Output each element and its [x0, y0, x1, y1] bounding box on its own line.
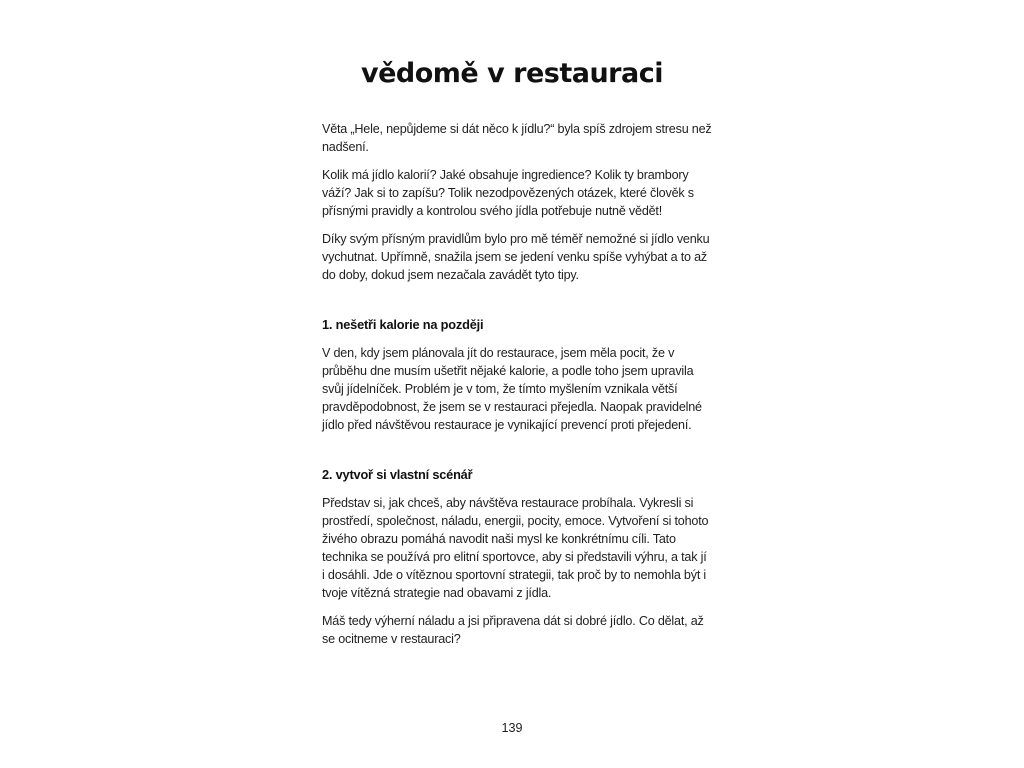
- section-2-heading: 2. vytvoř si vlastní scénář: [322, 467, 473, 482]
- page-title: vědomě v restauraci: [361, 58, 663, 89]
- intro-paragraph-2: Kolik má jídlo kalorií? Jaké obsahuje ingredience? Kolik ty brambory váží? Jak si to zapíšu? Tolik nezodpovězených otázek, které člověk s přísnými pravidly a kontrolou svého jídla potřebuje nutně vědět!: [322, 168, 694, 218]
- section-1-heading: 1. nešetři kalorie na později: [322, 317, 484, 332]
- section-2-paragraph-2: Máš tedy výherní náladu a jsi připravena dát si dobré jídlo. Co dělat, až se ocitneme v restauraci?: [322, 614, 704, 646]
- intro-paragraph-3: Díky svým přísným pravidlům bylo pro mě téměř nemožné si jídlo venku vychutnat. Upřímně, snažila jsem se jedení venku spíše vyhýbat a to až do doby, dokud jsem nezačala zavádět tyto tipy.: [322, 232, 710, 282]
- page-content: [322, 120, 712, 658]
- intro-paragraph-1: Věta „Hele, nepůjdeme si dát něco k jídlu?“ byla spíš zdrojem stresu než nadšení.: [322, 122, 712, 154]
- page-number: 139: [501, 721, 523, 735]
- section-1-paragraph: V den, kdy jsem plánovala jít do restaurace, jsem měla pocit, že v průběhu dne musím ušetřit nějaké kalorie, a podle toho jsem upravila svůj jídelníček. Problém je v tom, že tímto myšlením vznikala větší pravděpodobnost, že jsem se v restauraci přejedla. Naopak pravidelné jídlo před návštěvou restaurace je vynikající prevencí proti přejedení.: [322, 346, 702, 432]
- section-2-paragraph-1: Představ si, jak chceš, aby návštěva restaurace probíhala. Vykresli si prostředí, společnost, náladu, energii, pocity, emoce. Vytvoření si tohoto živého obrazu pomáhá navodit naši mysl ke konkrétnímu cíli. Tato technika se používá pro elitní sportovce, aby si představili výhru, a tak jí i dosáhli. Jde o vítěznou sportovní strategii, tak proč by to nemohla být i tvoje vítězná strategie nad obavami z jídla.: [322, 496, 709, 600]
